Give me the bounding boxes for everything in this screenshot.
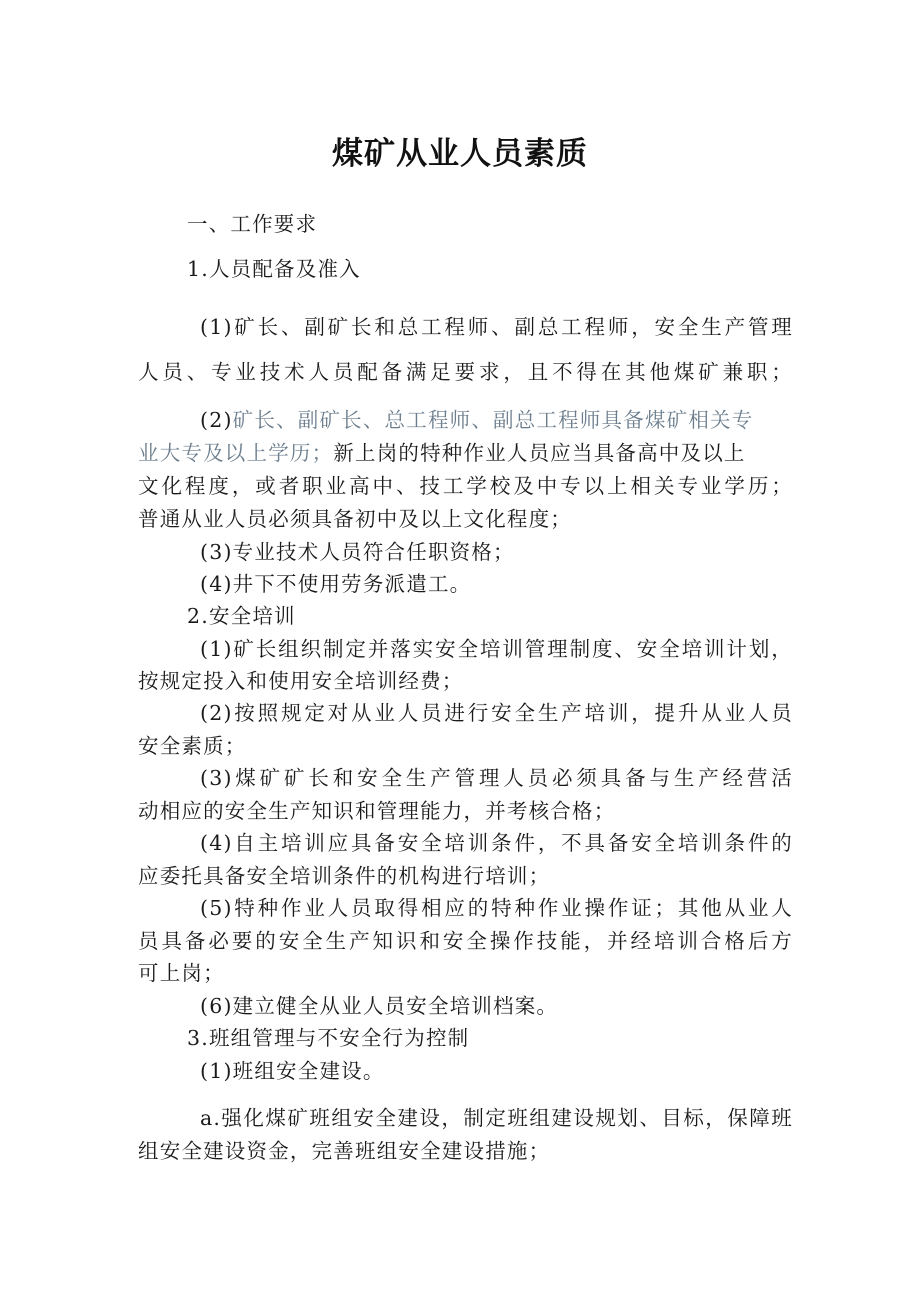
paragraph-line: (4)自主培训应具备安全培训条件，不具备安全培训条件的 bbox=[200, 831, 793, 855]
paragraph-line: 安全素质； bbox=[138, 734, 247, 758]
highlighted-text: 业大专及以上学历； bbox=[138, 441, 334, 465]
paragraph-line: (5)特种作业人员取得相应的特种作业操作证；其他从业人 bbox=[200, 896, 793, 920]
paragraph-line bbox=[200, 405, 793, 435]
paragraph-line bbox=[138, 438, 793, 468]
paragraph-line: (1)矿长组织制定并落实安全培训管理制度、安全培训计划， bbox=[200, 637, 793, 661]
paragraph-line: (3)煤矿矿长和安全生产管理人员必须具备与生产经营活 bbox=[200, 766, 793, 790]
paragraph-line: (6)建立健全从业人员安全培训档案。 bbox=[200, 994, 559, 1018]
section-heading: 一、工作要求 bbox=[187, 212, 318, 236]
paragraph-text: 新上岗的特种作业人员应当具备高中及以上 bbox=[333, 441, 746, 465]
paragraph-line: (2)按照规定对从业人员进行安全生产培训，提升从业人员 bbox=[200, 701, 793, 725]
subsection-heading: 2.安全培训 bbox=[187, 604, 296, 628]
document-title: 煤矿从业人员素质 bbox=[332, 136, 588, 172]
subsection-heading: 1.人员配备及准入 bbox=[187, 257, 361, 281]
paragraph-line: 可上岗； bbox=[138, 961, 225, 985]
paragraph-line: 人员、专业技术人员配备满足要求，且不得在其他煤矿兼职； bbox=[138, 360, 793, 384]
paragraph-line: 组安全建设资金，完善班组安全建设措施； bbox=[138, 1139, 551, 1163]
paragraph-line: 文化程度，或者职业高中、技工学校及中专以上相关专业学历； bbox=[138, 474, 793, 498]
paragraph-line: 员具备必要的安全生产知识和安全操作技能，并经培训合格后方 bbox=[138, 929, 793, 953]
paragraph-line: 按规定投入和使用安全培训经费； bbox=[138, 669, 464, 693]
paragraph-line: a.强化煤矿班组安全建设，制定班组建设规划、目标，保障班 bbox=[200, 1106, 793, 1130]
list-marker: (2) bbox=[200, 408, 233, 432]
paragraph-line: (3)专业技术人员符合任职资格； bbox=[200, 540, 515, 564]
paragraph-line: (1)班组安全建设。 bbox=[200, 1059, 385, 1083]
highlighted-text: 矿长、副矿长、总工程师、副总工程师具备煤矿相关专 bbox=[232, 408, 754, 432]
paragraph-line: 动相应的安全生产知识和管理能力，并考核合格； bbox=[138, 799, 616, 823]
paragraph-line: (4)井下不使用劳务派遣工。 bbox=[200, 572, 472, 596]
paragraph-line: 普通从业人员必须具备初中及以上文化程度； bbox=[138, 507, 572, 531]
subsection-heading: 3.班组管理与不安全行为控制 bbox=[187, 1026, 470, 1050]
paragraph-line: (1)矿长、副矿长和总工程师、副总工程师，安全生产管理 bbox=[200, 315, 793, 339]
paragraph-line: 应委托具备安全培训条件的机构进行培训； bbox=[138, 864, 551, 888]
